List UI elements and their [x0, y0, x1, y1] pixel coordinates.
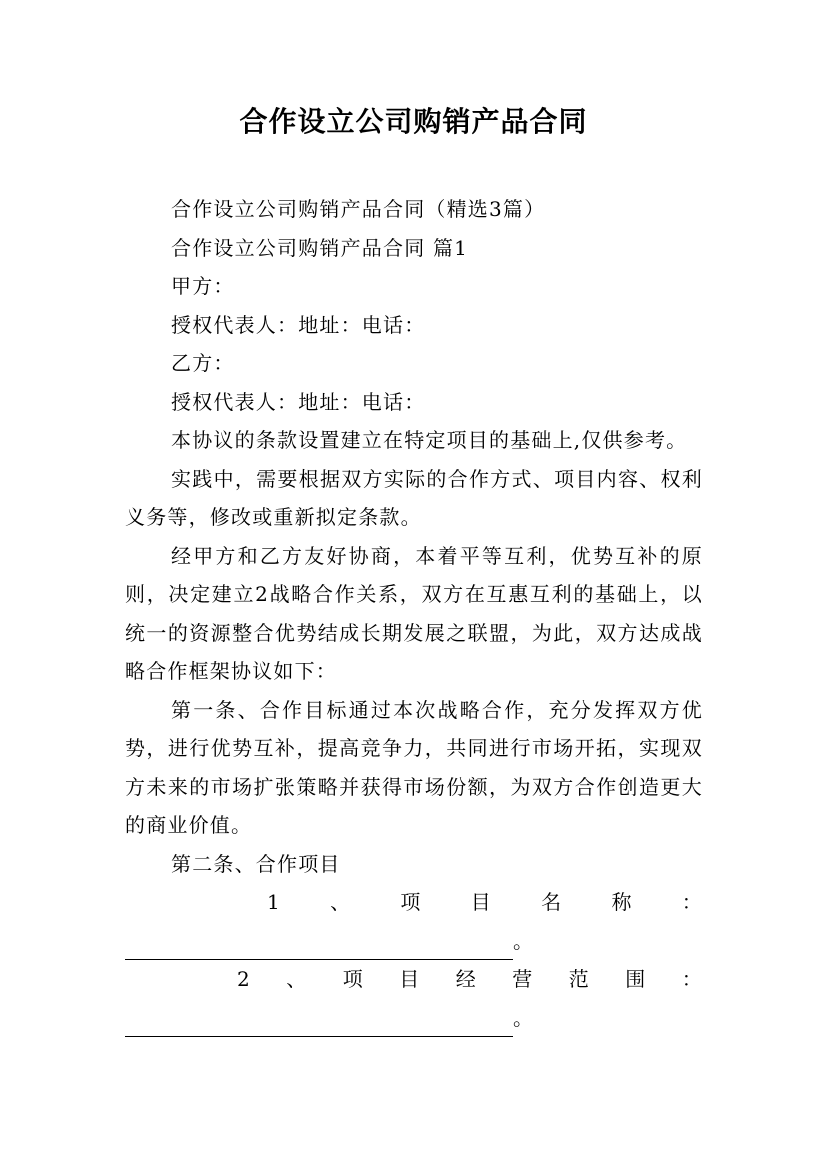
item-2-char: 2	[237, 967, 251, 991]
item-1-blank-line	[125, 922, 703, 961]
subtitle-line: 合作设立公司购销产品合同（精选3篇）	[171, 197, 546, 221]
intro-paragraph: 经甲方和乙方友好协商，本着平等互利，优势互补的原则，决定建立2战略合作关系，双方在互惠互利的基础上，以统一的资源整合优势结成长期发展之联盟，为此，双方达成战略合作框架协议如下：	[125, 543, 703, 683]
party-a-label: 甲方：	[171, 274, 235, 298]
item-2-label	[125, 960, 703, 999]
item-2-char: 经	[455, 967, 477, 991]
reference-note: 本协议的条款设置建立在特定项目的基础上,仅供参考。	[171, 428, 688, 452]
document-body	[125, 190, 703, 1037]
item-2-char: 项	[342, 967, 364, 991]
item-2-char: 营	[512, 967, 534, 991]
item-2-blank-line	[125, 999, 703, 1038]
party-a-info: 授权代表人：地址：电话：	[171, 312, 426, 337]
item-1-label	[125, 883, 703, 922]
party-b-label: 乙方：	[171, 351, 235, 375]
item-2-period: 。	[513, 1005, 535, 1030]
item-1-period: 。	[513, 928, 535, 953]
article-1-paragraph: 第一条、合作目标通过本次战略合作，充分发挥双方优势，进行优势互补，提高竞争力，共同进行市场开拓，实现双方未来的市场扩张策略并获得市场份额，为双方合作创造更大的商业价值。	[125, 697, 703, 837]
item-1-blank-field	[125, 935, 513, 960]
section-heading: 合作设立公司购销产品合同 篇1	[171, 235, 469, 260]
item-1-char: ：	[681, 890, 703, 914]
item-1-char: 、	[330, 890, 352, 914]
item-1-char: 称	[611, 890, 633, 914]
item-1-char: 名	[541, 890, 563, 914]
item-2-char: 、	[286, 967, 308, 991]
document-title: 合作设立公司购销产品合同	[239, 105, 588, 138]
item-2-char: 目	[399, 967, 421, 991]
item-1-char: 目	[470, 890, 492, 914]
item-2-blank-field	[125, 1012, 513, 1037]
item-2-char: 围	[625, 967, 647, 991]
item-2-char: ：	[681, 967, 703, 991]
item-1-char: 项	[400, 890, 422, 914]
article-2-heading: 第二条、合作项目	[171, 851, 341, 876]
item-1-char: 1	[267, 890, 281, 914]
practice-paragraph: 实践中，需要根据双方实际的合作方式、项目内容、权利义务等，修改或重新拟定条款。	[125, 466, 703, 529]
party-b-info: 授权代表人：地址：电话：	[171, 389, 426, 414]
item-2-char: 范	[568, 967, 590, 991]
